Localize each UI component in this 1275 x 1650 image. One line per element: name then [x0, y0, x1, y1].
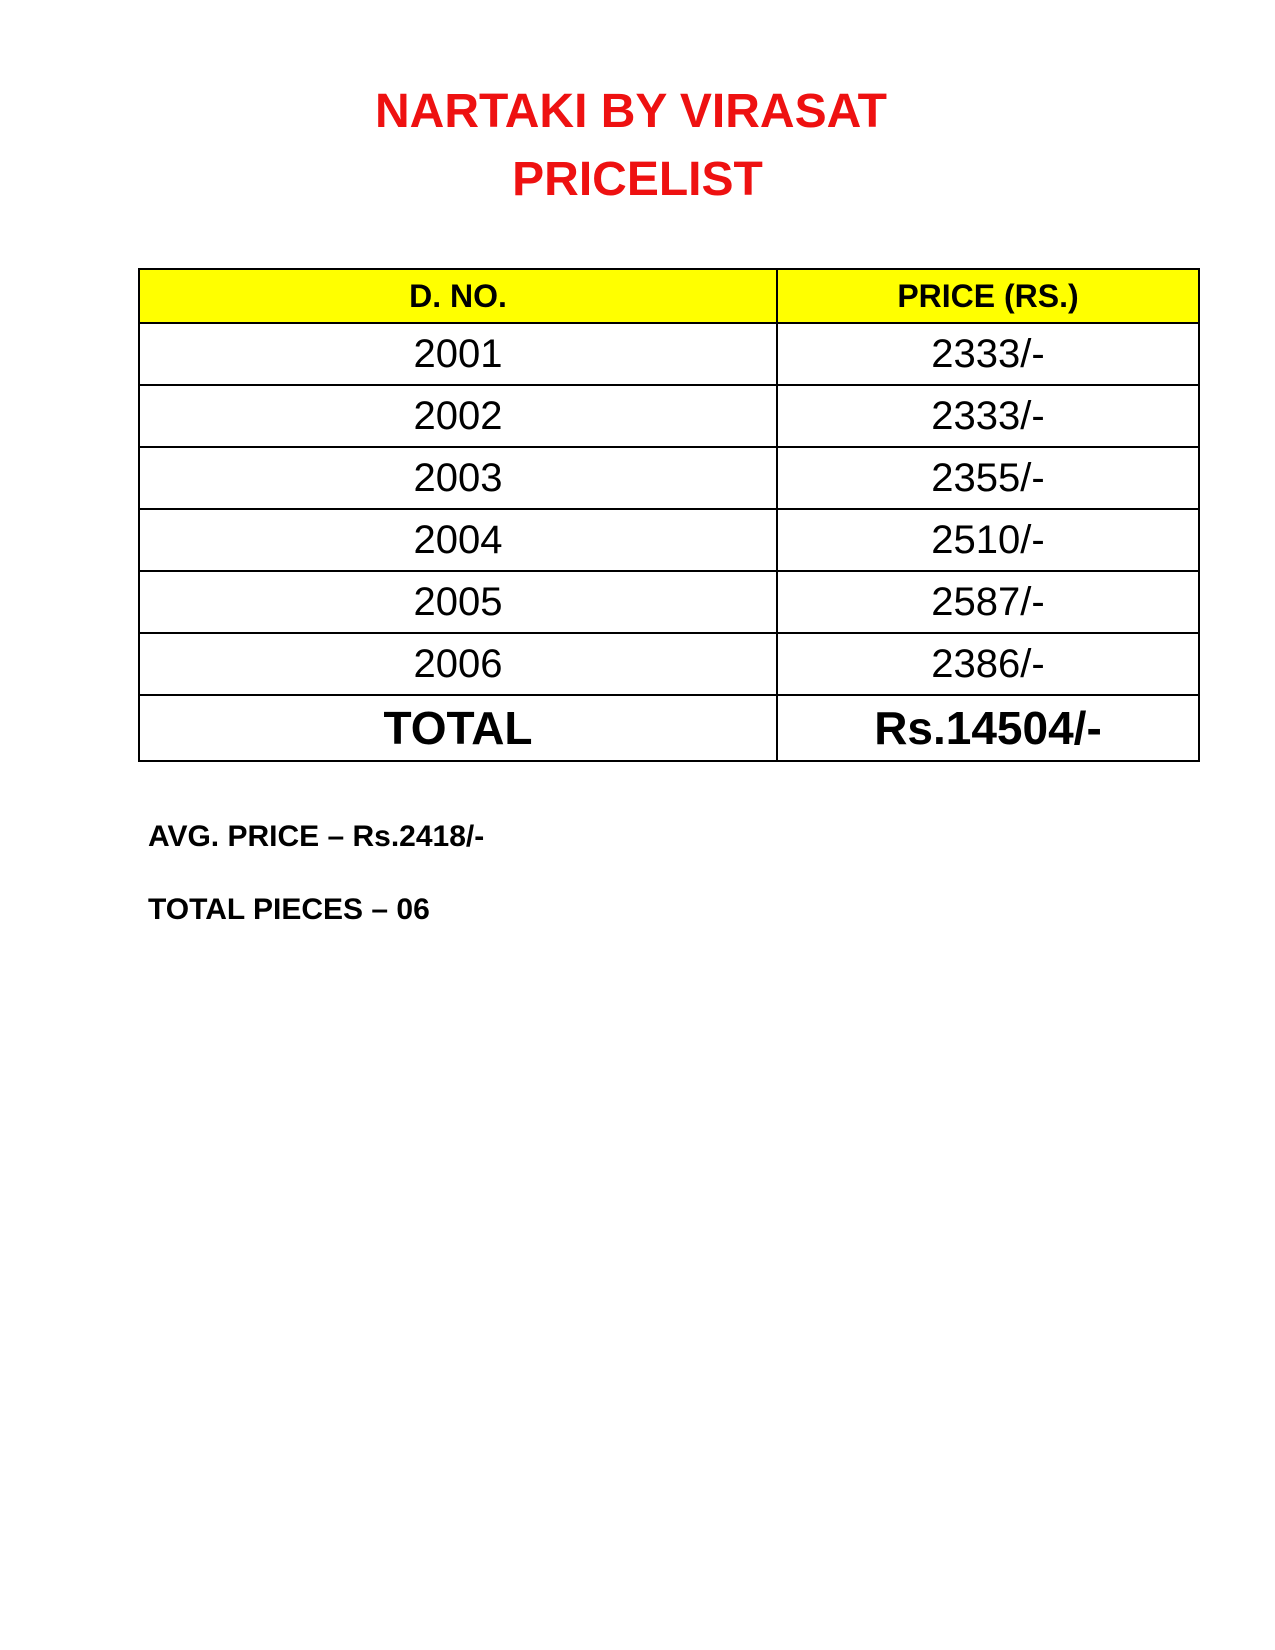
total-value: Rs.14504/- — [777, 695, 1199, 761]
table-row — [139, 385, 1199, 447]
price-cell: 2333/- — [777, 385, 1199, 447]
price-table — [138, 268, 1200, 762]
design-number-cell: 2004 — [139, 509, 777, 571]
price-cell: 2510/- — [777, 509, 1199, 571]
title-pricelist: PRICELIST — [512, 153, 763, 206]
design-number-cell: 2001 — [139, 323, 777, 385]
table-row — [139, 571, 1199, 633]
price-cell: 2333/- — [777, 323, 1199, 385]
price-cell: 2587/- — [777, 571, 1199, 633]
document-title — [0, 78, 1275, 214]
table-row — [139, 633, 1199, 695]
avg-price-text: AVG. PRICE – Rs.2418/- — [148, 820, 485, 853]
design-number-cell: 2005 — [139, 571, 777, 633]
header-design-number: D. NO. — [139, 269, 777, 323]
total-row — [139, 695, 1199, 761]
total-pieces-text: TOTAL PIECES – 06 — [148, 893, 430, 926]
price-cell: 2355/- — [777, 447, 1199, 509]
title-brand: NARTAKI BY VIRASAT — [374, 85, 887, 138]
header-price: PRICE (RS.) — [777, 269, 1199, 323]
table-row — [139, 447, 1199, 509]
design-number-cell: 2002 — [139, 385, 777, 447]
table-row — [139, 509, 1199, 571]
total-label: TOTAL — [139, 695, 777, 761]
price-cell: 2386/- — [777, 633, 1199, 695]
design-number-cell: 2006 — [139, 633, 777, 695]
design-number-cell: 2003 — [139, 447, 777, 509]
table-header-row — [139, 269, 1199, 323]
table-row — [139, 323, 1199, 385]
